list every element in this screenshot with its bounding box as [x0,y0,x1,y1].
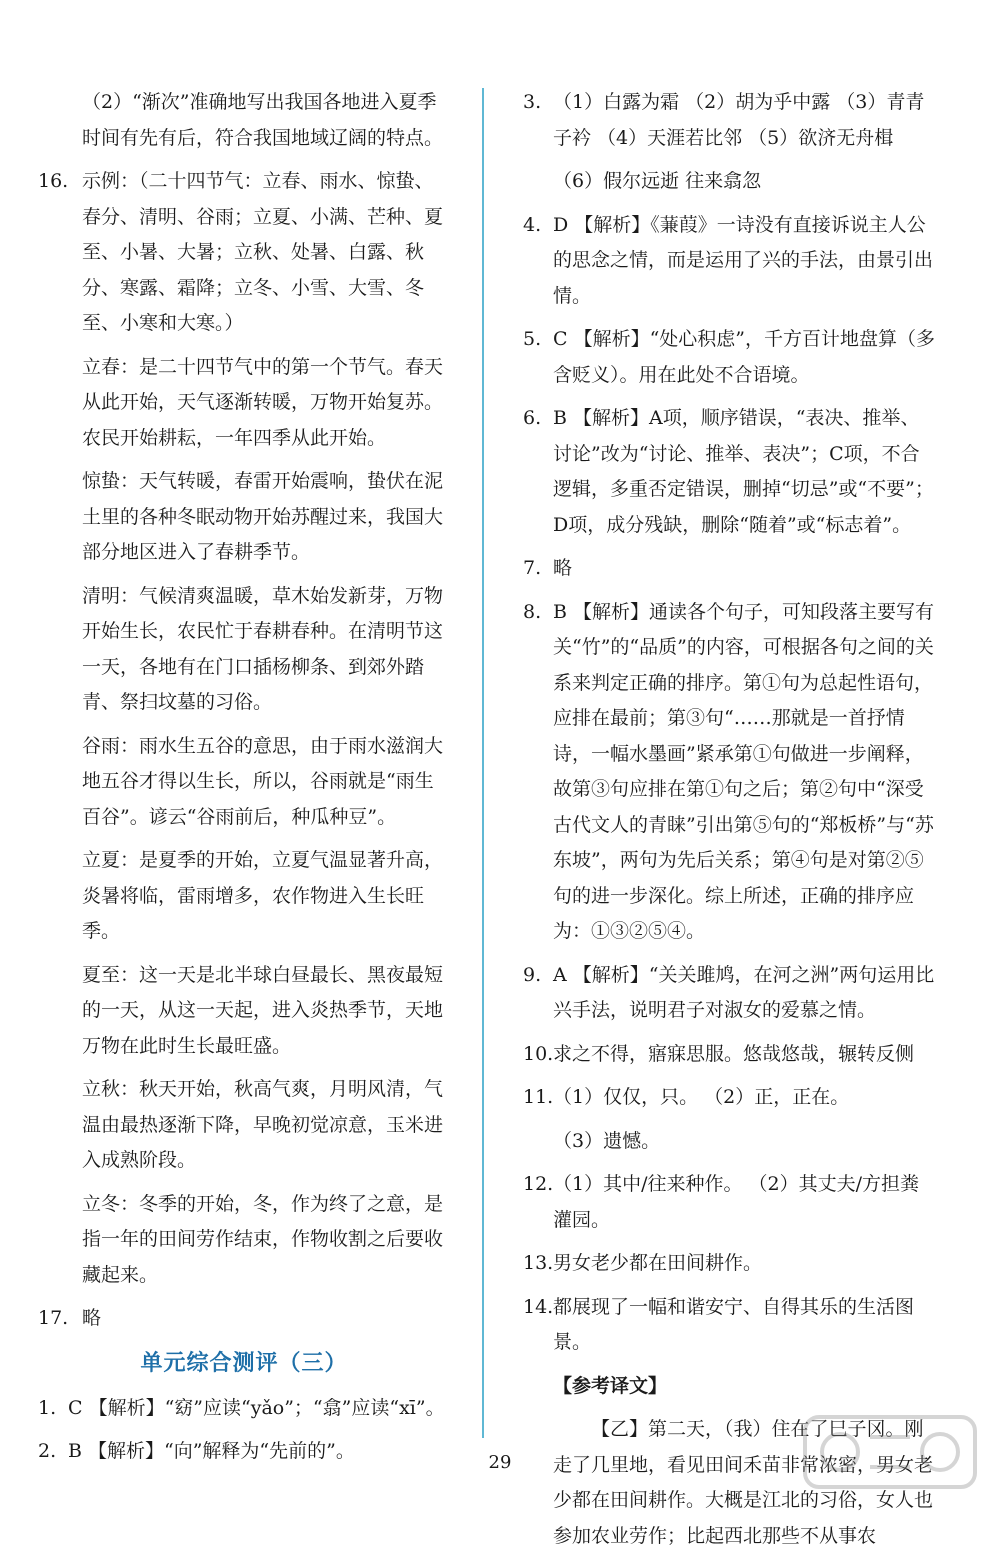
solar-term-lixia: 立夏：是夏季的开始，立夏气温显著升高，炎暑将临，雷雨增多，农作物进入生长旺季。 [82,849,444,942]
right-column [523,85,935,1562]
answer-number: 10. [523,1042,554,1065]
answer-number: 4. [523,213,542,236]
answer-4 [523,208,935,315]
answer-text: B 【解析】“向”解释为“先前的”。 [68,1440,355,1462]
answer-text: 略 [82,1307,102,1329]
answer-text: D 【解析】《蒹葭》一诗没有直接诉说主人公的思念之情，而是运用了兴的手法，由景引出情。 [553,213,934,307]
answer-text: C 【解析】“处心积虑”，千方百计地盘算（多含贬义）。用在此处不合语境。 [553,328,936,386]
watermark-logo-icon [800,1412,980,1492]
answer-number: 17. [38,1307,69,1329]
answer-text: （1）其中/往来种作。 （2）其丈夫/方担粪灌园。 [553,1173,920,1231]
answer-text: C 【解析】“窈”应读“yǎo”；“翕”应读“xī”。 [68,1396,445,1419]
answer-text: （1）仅仅，只。 （2）正，正在。 [553,1086,850,1108]
answer-text: 都展现了一幅和谐安宁、自得其乐的生活图景。 [553,1295,915,1353]
answer-number: 16. [38,170,69,192]
answer-number: 13. [523,1252,554,1274]
answer-number: 8. [523,600,542,623]
answer-3 [523,85,935,156]
answer-number: 1. [38,1396,57,1419]
solar-term-jingzhe: 惊蛰：天气转暖，春雷开始震响，蛰伏在泥土里的各种冬眠动物开始苏醒过来，我国大部分地区进入了春耕季节。 [82,470,444,563]
reference-translation-title: 【参考译文】 [553,1374,668,1397]
reference-translation-text: 【乙】第二天，（我）住在了巳子冈。刚走了几里地，看见田间禾苗非常浓密，男女老少都在田间耕作。大概是江北的习俗，女人也参加农业劳作；比起西北那些不从事农 [553,1418,934,1547]
answer-number: 11. [523,1086,554,1108]
answer-7 [523,551,935,587]
answer-number: 5. [523,328,542,350]
answer-text: 男女老少都在田间耕作。 [553,1252,763,1274]
answer-number: 3. [523,91,542,113]
answer-8 [523,595,935,950]
answer-text: 略 [553,557,573,579]
answer-16 [38,164,450,342]
solar-term-qingming: 清明：气候清爽温暖，草木始发新芽，万物开始生长，农民忙于春耕春种。在清明节这一天，各地有在门口插杨柳条、到郊外踏青、祭扫坟墓的习俗。 [82,584,444,713]
answer-text: （1）白露为霜 （2）胡为乎中露 （3）青青子衿 （4）天涯若比邻 （5）欲济无舟楫 [553,91,925,149]
answer-12 [523,1167,935,1238]
answer-text: 求之不得，寤寐思服。悠哉悠哉，辗转反侧 [553,1042,915,1065]
answer-17 [38,1301,450,1337]
answer-15-2: （2）“渐次”准确地写出我国各地进入夏季时间有先有后，符合我国地域辽阔的特点。 [82,91,444,149]
answer-11-sub: （3）遗憾。 [553,1129,661,1152]
solar-term-lidong: 立冬：冬季的开始，冬，作为终了之意，是指一年的田间劳作结束，作物收割之后要收藏起来。 [82,1192,444,1286]
answer-3-sub: （6）假尔远逝 往来翕忽 [553,170,762,192]
answer-13 [523,1246,935,1282]
answer-number: 14. [523,1295,554,1318]
answer-number: 9. [523,963,542,986]
answer-text: 示例：（二十四节气：立春、雨水、惊蛰、春分、清明、谷雨；立夏、小满、芒种、夏至、小暑、大暑；立秋、处暑、白露、秋分、寒露、霜降；立冬、小雪、大雪、冬至、小寒和大寒。） [82,170,444,334]
answer-9 [523,958,935,1029]
answer-text: B 【解析】A项，顺序错误，“表决、推举、讨论”改为“讨论、推举、表决”；C项，不合逻辑，多重否定错误，删掉“切忌”或“不要”；D项，成分残缺，删除“随着”或“标志着”。 [553,407,934,536]
answer-s1 [38,1391,450,1427]
solar-term-guyu: 谷雨：雨水生五谷的意思，由于雨水滋润大地五谷才得以生长，所以，谷雨就是“雨生百谷”。谚云“谷雨前后，种瓜种豆”。 [82,734,444,828]
answer-10 [523,1037,935,1073]
answer-11 [523,1080,935,1116]
answer-14 [523,1290,935,1361]
answer-5 [523,322,935,393]
left-column [38,85,450,1478]
solar-term-xiazhi: 夏至：这一天是北半球白昼最长、黑夜最短的一天，从这一天起，进入炎热季节，天地万物在此时生长最旺盛。 [82,963,444,1057]
page-number: 29 [488,1452,512,1473]
answer-number: 2. [38,1440,57,1462]
answer-text: A 【解析】“关关雎鸠，在河之洲”两句运用比兴手法，说明君子对淑女的爱慕之情。 [553,963,935,1021]
answer-text: B 【解析】通读各个句子，可知段落主要写有关“竹”的“品质”的内容，可根据各句之间的关系来判定正确的排序。第①句为总起性语句，应排在最前；第③句“……那就是一首抒情诗，一幅水墨画”紧承第①句做进一步阐释，故第③句应排在第①句之后；第②句中“深受古代文人的青睐”引出第⑤句的“郑板桥”与“苏东坡”，两句为先后关系；第④句是对第②⑤句的进一步深化。综上所述，正确的排序应为：①③②⑤④。 [553,600,935,942]
column-divider [482,88,484,1438]
section-title: 单元综合测评（三） [140,1350,348,1376]
solar-term-lichun: 立春：是二十四节气中的第一个节气。春天从此开始，天气逐渐转暖，万物开始复苏。农民开始耕耘，一年四季从此开始。 [82,355,444,449]
answer-number: 6. [523,407,542,429]
solar-term-liqiu: 立秋：秋天开始，秋高气爽，月明风清，气温由最热逐渐下降，早晚初觉凉意，玉米进入成熟阶段。 [82,1078,444,1171]
answer-6 [523,401,935,543]
answer-number: 7. [523,557,542,579]
answer-number: 12. [523,1173,554,1195]
